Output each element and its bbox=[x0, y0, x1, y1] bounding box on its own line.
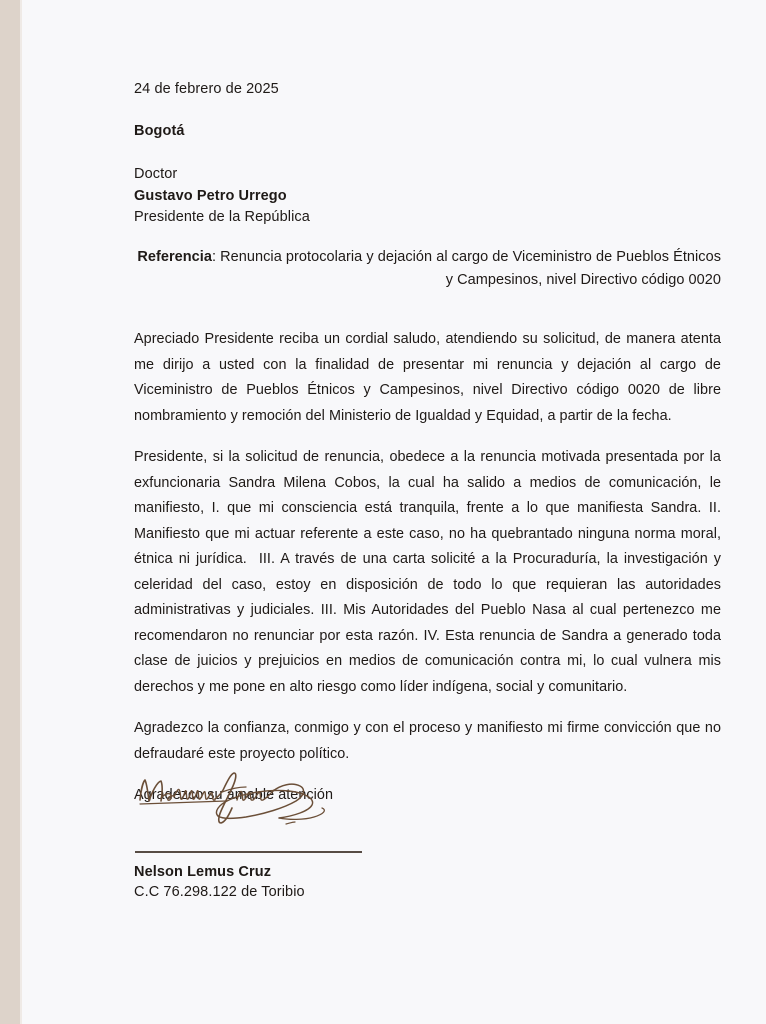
signature-icon bbox=[134, 770, 384, 835]
page-edge-stripe-highlight bbox=[20, 0, 22, 1024]
letter-city: Bogotá bbox=[134, 123, 185, 139]
addressee-title: Doctor bbox=[134, 166, 178, 182]
signer-name: Nelson Lemus Cruz bbox=[134, 864, 272, 880]
letter-body bbox=[134, 327, 726, 825]
addressee-block bbox=[134, 164, 310, 229]
body-paragraph-1: Apreciado Presidente reciba un cordial saludo, atendiendo su solicitud, de manera atenta me dirijo a usted con la finalidad de presentar mi renuncia y dejación al cargo de Viceministro de Pueblos Étnicos y Campesinos, nivel Directivo código 0020 de libre nombramiento y remoción del Ministerio de Igualdad y Equidad, a partir de la fecha. bbox=[134, 331, 726, 424]
reference-label: Referencia bbox=[137, 249, 212, 265]
signature-rule bbox=[135, 851, 362, 853]
body-paragraph-2: Presidente, si la solicitud de renuncia, obedece a la renuncia motivada presentada por la exfuncionaria Sandra Milena Cobos, la cual ha salido a medios de comunicación, le manifiesto, I. que mi consciencia está tranquila, frente a lo que manifiesta Sandra. II. Manifiesto que mi actuar referente a este caso, no ha quebrantado ninguna norma moral, étnica ni jurídica. III. A través de una carta solicité a la Procuraduría, la investigación y celeridad del caso, estoy en disposición de todo lo que requieran las autoridades administrativas y judiciales. III. Mis Autoridades del Pueblo Nasa al cual pertenezco me recomendaron no renunciar por esta razón. IV. Esta renuncia de Sandra a generado toda clase de juicios y prejuicios en medios de comunicación contra mi, lo cual vulnera mis derechos y me pone en alto riesgo como líder indígena, social y comunitario. bbox=[134, 449, 726, 695]
reference-text: Renuncia protocolaria y dejación al cargo de Viceministro de Pueblos Étnicos y Campesinos, nivel Directivo código 0020 bbox=[220, 249, 721, 288]
addressee-name: Gustavo Petro Urrego bbox=[134, 187, 287, 204]
reference-separator: : bbox=[211, 249, 221, 265]
body-paragraph-4: Agradezco su amable atención bbox=[134, 787, 333, 803]
page-edge-stripe bbox=[0, 0, 20, 1024]
addressee-position: Presidente de la República bbox=[134, 209, 310, 225]
reference-block bbox=[134, 246, 721, 292]
letter-date: 24 de febrero de 2025 bbox=[134, 81, 279, 97]
body-paragraph-3: Agradezco la confianza, conmigo y con el proceso y manifiesto mi firme convicción que no defraudaré este proyecto político. bbox=[134, 720, 726, 762]
signer-identification: C.C 76.298.122 de Toribio bbox=[134, 884, 305, 900]
handwritten-signature bbox=[134, 770, 494, 840]
